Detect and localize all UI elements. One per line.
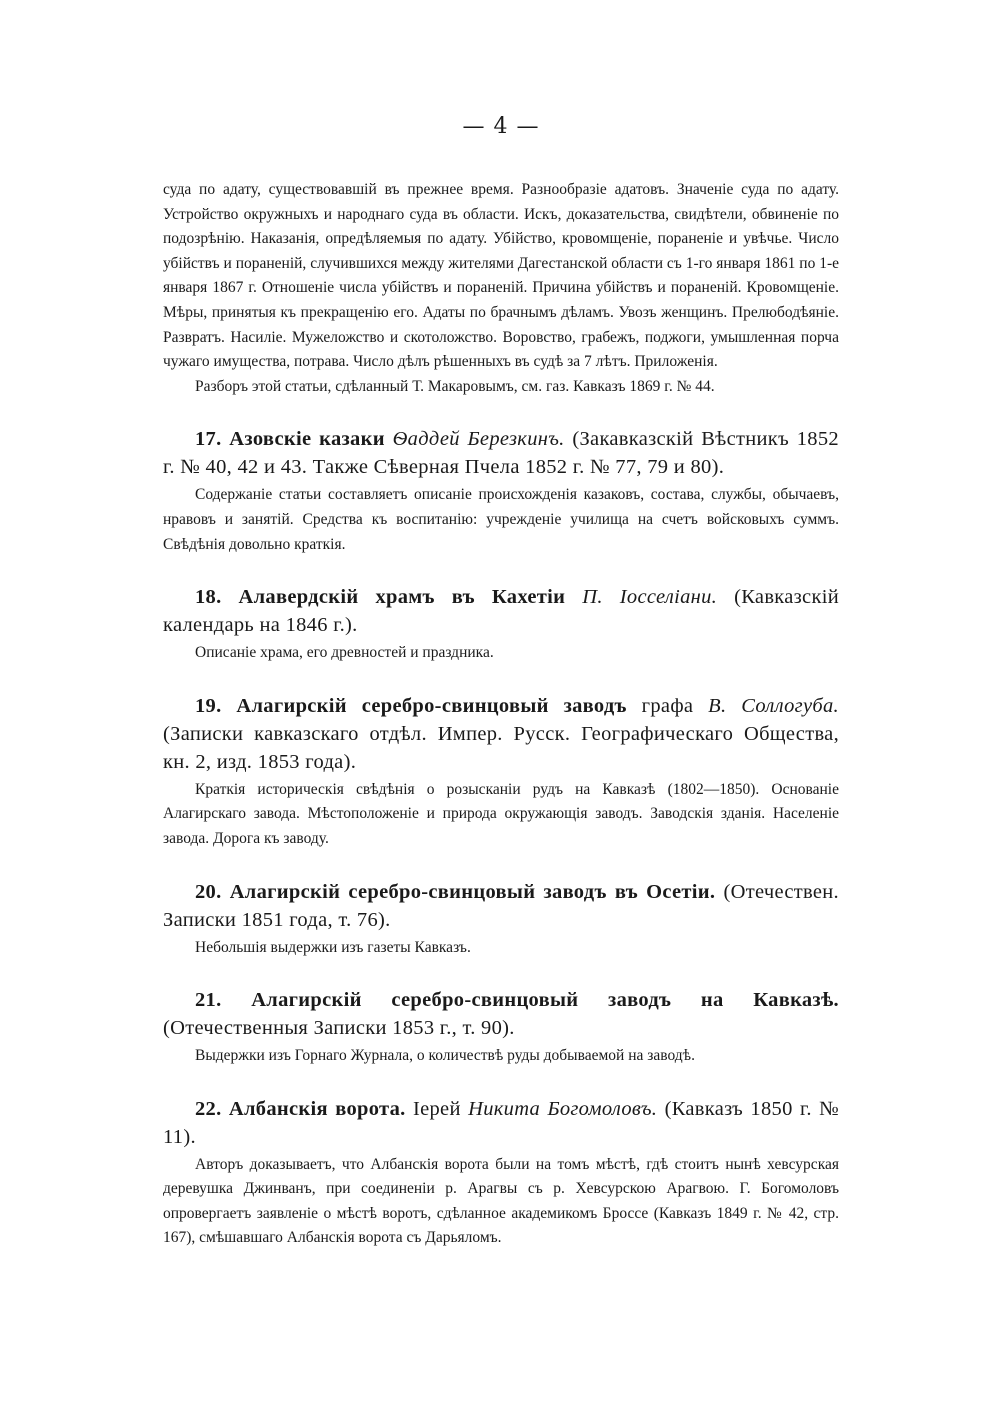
- entry-description: Авторъ доказываетъ, что Албанскія ворота были на томъ мѣстѣ, гдѣ стоитъ нынѣ хевсурская деревушка Джинванъ, при соединеніи р. Арагвы съ р. Хевсурскою Арагвою. Г. Богомоловъ опровергаетъ заявленіе о мѣстѣ воротъ, сдѣланное академикомъ Броссе (Кавказъ 1849 г. № 42, стр. 167), смѣшавшаго Албанскія ворота съ Дарьяломъ.: [163, 1155, 839, 1247]
- entry-title: Албанскія ворота.: [228, 1097, 406, 1120]
- entry-number: 22.: [195, 1097, 222, 1120]
- entry-heading: [163, 878, 839, 934]
- entry-heading: [163, 1095, 839, 1151]
- entry-heading: [163, 692, 839, 776]
- entry-description: Выдержки изъ Горнаго Журнала, о количествѣ руды добываемой на заводѣ.: [195, 1047, 695, 1065]
- intro-paragraph: суда по адату, существовавшій въ прежнее время. Разнообразіе адатовъ. Значеніе суда по адату. Устройство окружныхъ и народнаго суда въ области. Искъ, доказательства, свидѣтели, обвиненіе по подозрѣнію. Наказанія, опредѣляемыя по адату. Убійство, кровомщеніе, пораненіе и увѣчье. Число убійствъ и пораненій, случившихся между жителями Дагестанской области съ 1-го января 1861 по 1-е января 1867 г. Отношеніе числа убійствъ и пораненій. Причина убійствъ и пораненій. Кровомщеніе. Мѣры, принятыя къ прекращенію его. Адаты по брачнымъ дѣламъ. Увозъ женщинъ. Прелюбодѣяніе. Развратъ. Насиліе. Мужеложство и скотоложство. Воровство, грабежъ, поджоги, умышленная порча чужаго имущества, потрава. Число дѣлъ рѣшенныхъ въ судѣ за 7 лѣтъ. Приложенія.: [163, 181, 839, 371]
- entry-title: Алагирскій серебро-свинцовый заводъ на Кавказѣ.: [251, 989, 839, 1012]
- entry-source: (Кавказскій календарь на 1846 г.).: [163, 586, 839, 637]
- entry-title: Азовскіе казаки: [229, 428, 385, 451]
- page-number: — 4 —: [462, 114, 540, 139]
- entry-number: 17.: [195, 428, 222, 451]
- entry-title: Алагирскій серебро-свинцовый заводъ въ Осетіи.: [229, 880, 716, 903]
- entry-18: [163, 583, 839, 666]
- entry-description: Содержаніе статьи составляетъ описаніе происхожденія казаковъ, состава, службы, обычаевъ, нравовъ и занятій. Средства къ воспитанію: учрежденіе училища на счетъ войсковыхъ суммъ. Свѣдѣнія довольно краткія.: [163, 486, 839, 553]
- entry-title: Алагирскій серебро-свинцовый заводъ: [236, 694, 627, 717]
- intro-review-note: Разборъ этой статьи, сдѣланный Т. Макаровымъ, см. газ. Кавказъ 1869 г. № 44.: [195, 377, 715, 395]
- entry-19: [163, 692, 839, 852]
- entry-number: 19.: [195, 694, 222, 717]
- entry-heading: [163, 583, 839, 639]
- entry-21: [163, 986, 839, 1069]
- entry-22: [163, 1095, 839, 1251]
- document-page: [163, 112, 839, 1251]
- entry-description: Краткія историческія свѣдѣнія о розысканіи рудъ на Кавказѣ (1802—1850). Основаніе Алагирскаго завода. Мѣстоположеніе и природа окружающія заводъ. Заводскія зданія. Населеніе завода. Дорога къ заводу.: [163, 780, 839, 847]
- entry-number: 18.: [195, 586, 222, 609]
- entry-description: Описаніе храма, его древностей и праздника.: [195, 644, 494, 662]
- entry-author: Ѳаддей Березкинъ.: [392, 428, 565, 451]
- entry-author-prefix: Іерей: [412, 1097, 461, 1120]
- entry-source: (Отечествен. Записки 1851 года, т. 76).: [163, 880, 839, 931]
- entry-number: 21.: [195, 989, 222, 1012]
- entry-number: 20.: [195, 880, 222, 903]
- entry-source: (Отечественныя Записки 1853 г., т. 90).: [163, 1017, 515, 1040]
- entry-source: (Записки кавказскаго отдѣл. Импер. Русск. Географическаго Общества, кн. 2, изд. 1853 года).: [163, 722, 839, 773]
- entry-author: Никита Богомоловъ.: [468, 1097, 658, 1120]
- entry-heading: [163, 425, 839, 481]
- entry-source: (Закавказскій Вѣстникъ 1852 г. № 40, 42 и 43. Также Сѣверная Пчела 1852 г. № 77, 79 и 80).: [163, 428, 839, 479]
- entry-17: [163, 425, 839, 557]
- entry-author: В. Соллогуба.: [708, 694, 839, 717]
- entry-source: (Кавказъ 1850 г. № 11).: [163, 1097, 840, 1148]
- entry-description: Небольшія выдержки изъ газеты Кавказъ.: [195, 938, 471, 956]
- entry-heading: [163, 986, 839, 1042]
- entry-author: П. Іосселіани.: [582, 586, 718, 609]
- entry-author-prefix: графа: [641, 694, 694, 717]
- entry-20: [163, 878, 839, 961]
- entry-title: Алавердскій храмъ въ Кахетіи: [238, 586, 566, 609]
